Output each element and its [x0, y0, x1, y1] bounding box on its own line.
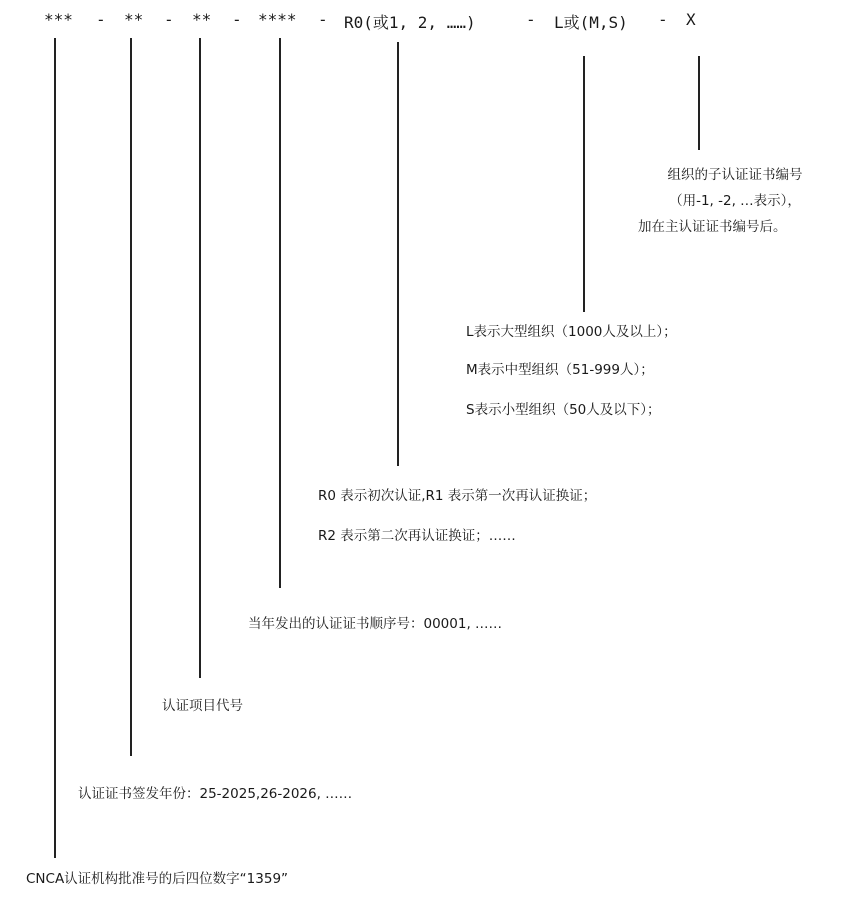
label-sub-cert-line-3: 加在主认证证书编号后。	[638, 219, 787, 235]
label-sub-cert	[630, 162, 840, 240]
label-year: 认证证书签发年份：25-2025,26-2026, ……	[78, 786, 353, 802]
code-org-number: ***	[44, 10, 73, 29]
label-org-size-s: S表示小型组织（50人及以下）；	[466, 402, 661, 418]
code-project: **	[192, 10, 212, 29]
code-sep-2: -	[164, 10, 174, 29]
code-sep-6: -	[658, 10, 668, 29]
code-sep-5: -	[526, 10, 536, 29]
label-org-size-m: M表示中型组织（51-999人）；	[466, 362, 654, 378]
connector-sub	[698, 56, 700, 150]
label-recert-1: R0 表示初次认证,R1 表示第一次再认证换证；	[318, 488, 597, 504]
connector-year	[130, 38, 132, 756]
label-sub-cert-line-1: 组织的子认证证书编号	[667, 167, 803, 183]
connector-org-number	[54, 38, 56, 858]
code-sequence: ****	[258, 10, 297, 29]
code-sep-4: -	[318, 10, 328, 29]
label-sub-cert-line-2: （用-1, -2, …表示），	[669, 193, 801, 209]
connector-recert	[397, 42, 399, 466]
code-sep-3: -	[232, 10, 242, 29]
label-project-code: 认证项目代号	[162, 698, 243, 714]
connector-size	[583, 56, 585, 312]
code-size: L或(M,S)	[554, 13, 628, 32]
label-cnca: CNCA认证机构批准号的后四位数字“1359”	[26, 871, 289, 887]
connector-project	[199, 38, 201, 678]
code-sep-1: -	[96, 10, 106, 29]
code-recert: R0(或1, 2, ……)	[344, 13, 476, 32]
connector-sequence	[279, 38, 281, 588]
code-year: **	[124, 10, 144, 29]
label-recert-2: R2 表示第二次再认证换证；……	[318, 528, 516, 544]
label-org-size-l: L表示大型组织（1000人及以上）；	[466, 324, 677, 340]
label-sequence: 当年发出的认证证书顺序号：00001, ……	[248, 616, 503, 632]
code-sub: X	[686, 10, 696, 29]
